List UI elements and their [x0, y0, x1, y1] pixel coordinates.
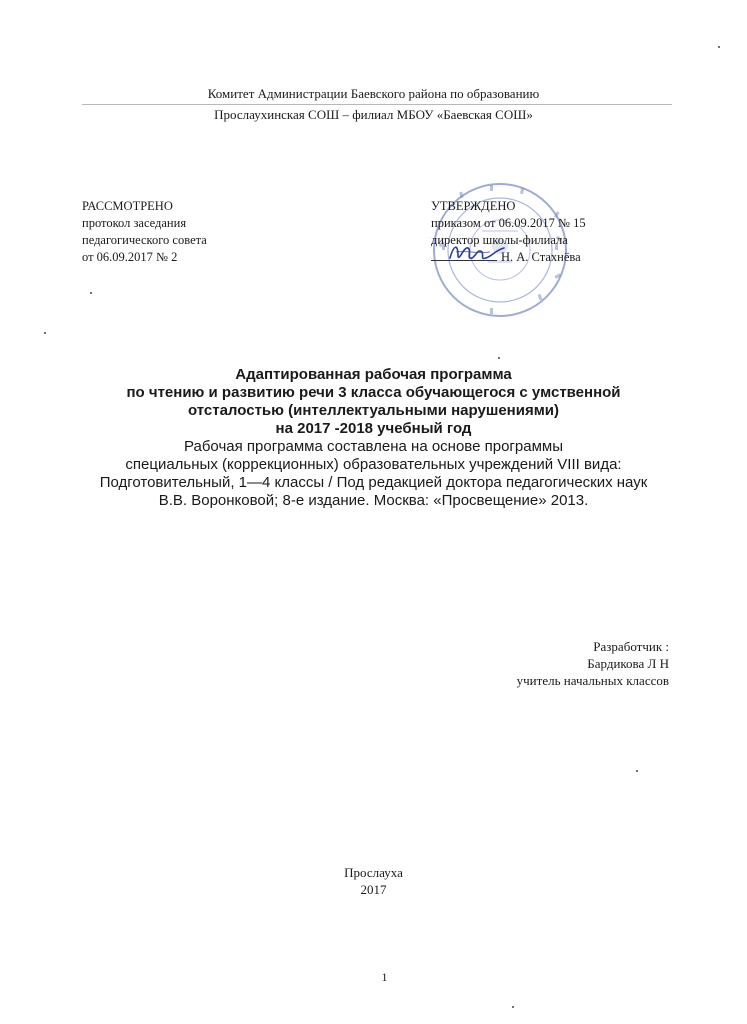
scan-speck — [90, 292, 92, 294]
considered-line-2: педагогического совета — [82, 233, 207, 247]
scan-speck — [498, 357, 500, 359]
approved-block — [431, 198, 586, 266]
footer-place: Прослауха — [344, 865, 403, 880]
title-line-1: Адаптированная рабочая программа — [235, 366, 512, 383]
title-line-2: по чтению и развитию речи 3 класса обучающегося с умственной — [126, 384, 621, 401]
page-number: 1 — [381, 970, 388, 984]
developer-block — [517, 638, 669, 689]
developer-name: Бардикова Л Н — [587, 656, 669, 671]
approved-signature-row — [431, 249, 586, 266]
approved-heading: УТВЕРЖДЕНО — [431, 199, 516, 213]
approved-signer: Н. А. Стахнёва — [501, 250, 581, 264]
approved-line-1: приказом от 06.09.2017 № 15 — [431, 216, 586, 230]
committee-name: Комитет Администрации Баевского района по образованию — [207, 86, 540, 101]
scan-speck — [636, 770, 638, 772]
considered-line-3: от 06.09.2017 № 2 — [82, 250, 178, 264]
approved-line-2: директор школы-филиала — [431, 233, 568, 247]
footer-year: 2017 — [360, 882, 387, 897]
considered-line-1: протокол заседания — [82, 216, 187, 230]
footer-block — [0, 864, 747, 898]
scan-speck — [718, 46, 720, 48]
considered-block — [82, 198, 207, 266]
basis-line-1: Рабочая программа составлена на основе программы — [183, 438, 563, 455]
developer-position: учитель начальных классов — [516, 673, 669, 688]
basis-line-2: специальных (коррекционных) образовательных учреждений VIII вида: — [125, 456, 622, 473]
title-line-3: отсталостью (интеллектуальными нарушениями) — [187, 402, 560, 419]
school-name: Прослаухинская СОШ – филиал МБОУ «Баевская СОШ» — [214, 107, 533, 122]
signature-line — [431, 260, 497, 261]
header-divider — [82, 104, 672, 105]
program-title-block — [0, 366, 747, 510]
basis-line-3: Подготовительный, 1—4 классы / Под редакцией доктора педагогических наук — [99, 474, 648, 491]
title-line-4: на 2017 -2018 учебный год — [275, 420, 472, 437]
scan-speck — [44, 332, 46, 334]
developer-label: Разработчик : — [593, 639, 669, 654]
considered-heading: РАССМОТРЕНО — [82, 199, 173, 213]
basis-line-4: В.В. Воронковой; 8-е издание. Москва: «Просвещение» 2013. — [158, 492, 589, 509]
scan-speck — [512, 1006, 514, 1008]
